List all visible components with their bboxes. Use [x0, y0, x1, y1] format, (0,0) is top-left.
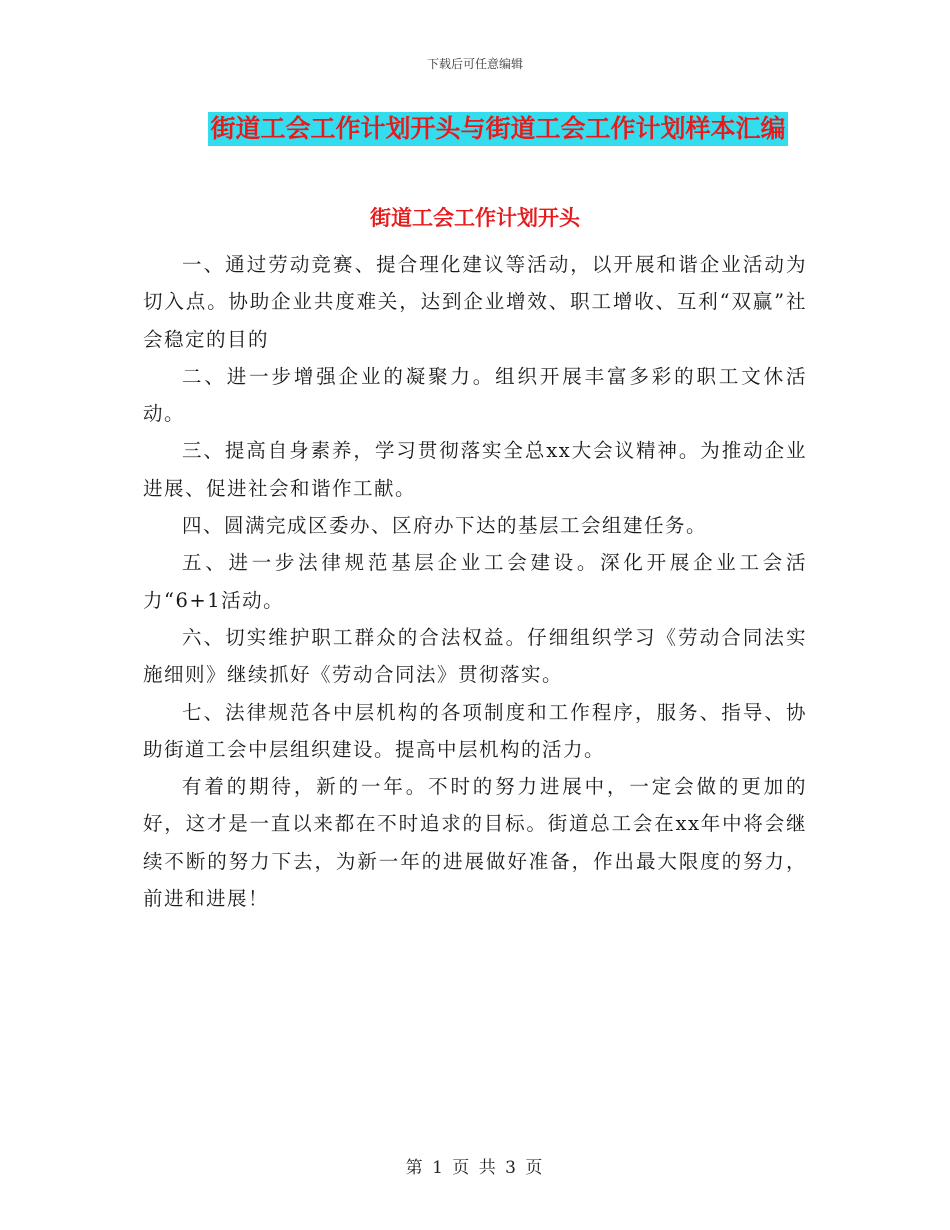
- page-header-note: 下载后可任意编辑: [426, 57, 523, 71]
- paragraph-3: 三、提高自身素养，学习贯彻落实全总xx大会议精神。为推动企业进展、促进社会和谐作工献。: [143, 439, 807, 500]
- paragraph-6: 六、切实维护职工群众的合法权益。仔细组织学习《劳动合同法实施细则》继续抓好《劳动合同法》贯彻落实。: [143, 625, 807, 687]
- paragraph-8: 有着的期待，新的一年。不时的努力进展中，一定会做的更加的好，这才是一直以来都在不时追求的目标。街道总工会在xx年中将会继续不断的努力下去，为新一年的进展做好准备，作出最大限度的努力，前进和进展！: [143, 775, 807, 911]
- section-title: 街道工会工作计划开头: [370, 206, 580, 230]
- document-title: 街道工会工作计划开头与街道工会工作计划样本汇编: [208, 112, 787, 146]
- paragraph-4: 四、圆满完成区委办、区府办下达的基层工会组建任务。: [182, 514, 708, 538]
- paragraph-7: 七、法律规范各中层机构的各项制度和工作程序，服务、指导、协助街道工会中层组织建设。提高中层机构的活力。: [143, 700, 807, 761]
- document-body: [143, 246, 807, 917]
- paragraph-1: 一、通过劳动竞赛、提合理化建议等活动，以开展和谐企业活动为切入点。协助企业共度难关，达到企业增效、职工增收、互利“双赢”社会稳定的目的: [143, 253, 807, 351]
- document-title-container: [0, 112, 950, 146]
- paragraph-5: 五、进一步法律规范基层企业工会建设。深化开展企业工会活力“6+1活动。: [143, 551, 807, 612]
- paragraph-2: 二、进一步增强企业的凝聚力。组织开展丰富多彩的职工文休活动。: [143, 364, 807, 426]
- page-number-footer: 第 1 页 共 3 页: [405, 1158, 545, 1178]
